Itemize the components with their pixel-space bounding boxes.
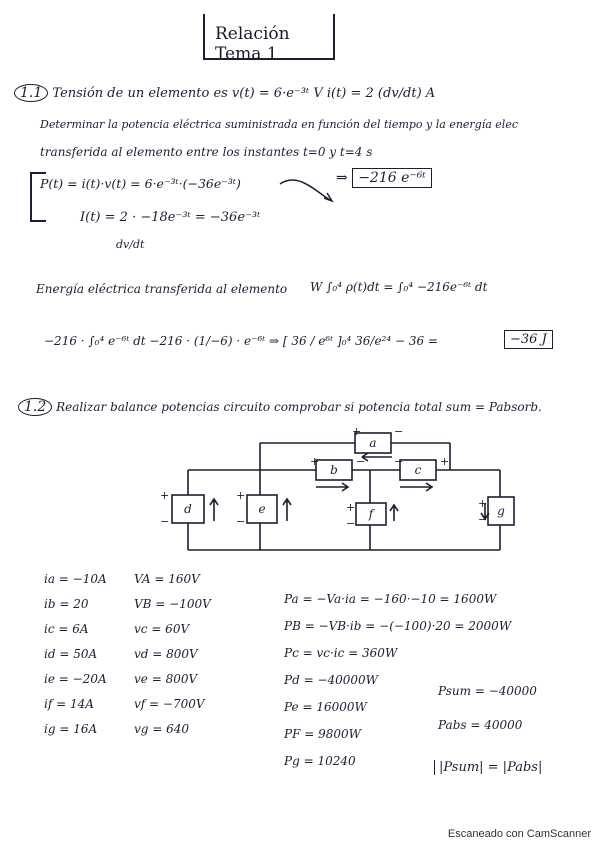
current-d: id = 50A (44, 647, 98, 661)
current-equation: I(t) = 2 · −18e⁻³ᵗ = −36e⁻³ᵗ (80, 210, 261, 225)
problem-number-1-1: 1.1 (14, 84, 48, 102)
current-f: if = 14A (44, 697, 94, 711)
svg-text:+: + (352, 425, 362, 438)
page-title: Relación Tema 1 (215, 24, 290, 64)
power-equation: P(t) = i(t)·v(t) = 6·e⁻³ᵗ·(−36e⁻³ᵗ) (40, 176, 241, 191)
voltage-c: vc = 60V (134, 622, 190, 636)
svg-text:−: − (346, 517, 356, 530)
voltages-list (134, 572, 211, 747)
svg-text:+: + (478, 497, 488, 510)
current-g: ig = 16A (44, 722, 98, 736)
voltage-g: vg = 640 (134, 722, 190, 736)
circuit-diagram (150, 425, 520, 555)
element-d: d (184, 502, 192, 516)
current-e: ie = −20A (44, 672, 107, 686)
voltage-b: VB = −100V (134, 597, 211, 611)
problem-1-1-statement-3: transferida al elemento entre los instantes t=0 y t=4 s (40, 145, 373, 159)
problem-1-1-statement-2: Determinar la potencia eléctrica suministrada en función del tiempo y la energía elec (40, 118, 518, 131)
element-f: f (368, 507, 374, 521)
svg-text:+: + (346, 501, 356, 514)
power-b: PB = −VB·ib = −(−100)·20 = 2000W (284, 619, 512, 633)
arrow-curve (278, 170, 338, 210)
element-b: b (330, 463, 338, 477)
dvdt-note: dv/dt (116, 238, 145, 251)
power-g: Pg = 10240 (284, 754, 356, 768)
problem-1-2-statement: Realizar balance potencias circuito comprobar si potencia total sum = Pabsorb. (56, 400, 542, 414)
power-a: Pa = −Va·ia = −160·−10 = 1600W (284, 592, 497, 606)
currents-list (44, 572, 107, 747)
element-a: a (369, 436, 377, 450)
power-e: Pe = 16000W (284, 700, 367, 714)
current-a: ia = −10A (44, 572, 107, 586)
power-sum: Psum = −40000 (438, 684, 537, 698)
svg-text:−: − (394, 425, 404, 438)
voltage-a: VA = 160V (134, 572, 200, 586)
power-f: PF = 9800W (284, 727, 361, 741)
element-e: e (258, 502, 266, 516)
power-balance-check: |Psum| = |Pabs| (434, 760, 542, 775)
voltage-e: ve = 800V (134, 672, 198, 686)
energy-equation-2: −216 · ∫₀⁴ e⁻⁶ᵗ dt −216 · (1/−6) · e⁻⁶ᵗ ⇒ [ 36 / e⁶ᵗ ]₀⁴ 36/e²⁴ − 36 = (44, 334, 438, 348)
title-box (203, 14, 335, 64)
svg-text:+: + (236, 489, 246, 502)
voltage-d: vd = 800V (134, 647, 198, 661)
current-c: ic = 6A (44, 622, 89, 636)
problem-1-1-line1 (14, 84, 435, 102)
scanner-watermark: Escaneado con CamScanner (447, 828, 591, 840)
energy-result (504, 332, 553, 347)
current-b: ib = 20 (44, 597, 89, 611)
energy-result-box: −36 J (504, 330, 553, 349)
power-d: Pd = −40000W (284, 673, 379, 687)
energy-label: Energía eléctrica transferida al elemento (36, 282, 288, 296)
problem-1-1-statement-1: Tensión de un elemento es v(t) = 6·e⁻³ᵗ V i(t) = 2 (dv/dt) A (52, 86, 436, 101)
svg-text:−: − (356, 455, 366, 468)
svg-text:−: − (478, 513, 488, 526)
power-result: ⇒ −216 e⁻⁶ᵗ (336, 170, 432, 186)
power-absorbed: Pabs = 40000 (438, 718, 523, 732)
power-result-box: −216 e⁻⁶ᵗ (352, 168, 432, 188)
power-c: Pc = vc·ic = 360W (284, 646, 398, 660)
svg-text:−: − (394, 455, 404, 468)
svg-text:+: + (310, 455, 320, 468)
svg-text:−: − (236, 515, 246, 528)
svg-text:−: − (160, 515, 170, 528)
element-g: g (497, 504, 505, 518)
voltage-f: vf = −700V (134, 697, 205, 711)
problem-1-2-line (18, 398, 542, 416)
svg-text:+: + (440, 455, 450, 468)
element-c: c (414, 463, 422, 477)
energy-equation-1: W ∫₀⁴ ρ(t)dt = ∫₀⁴ −216e⁻⁶ᵗ dt (310, 280, 488, 294)
svg-text:+: + (160, 489, 170, 502)
problem-number-1-2: 1.2 (18, 398, 52, 416)
